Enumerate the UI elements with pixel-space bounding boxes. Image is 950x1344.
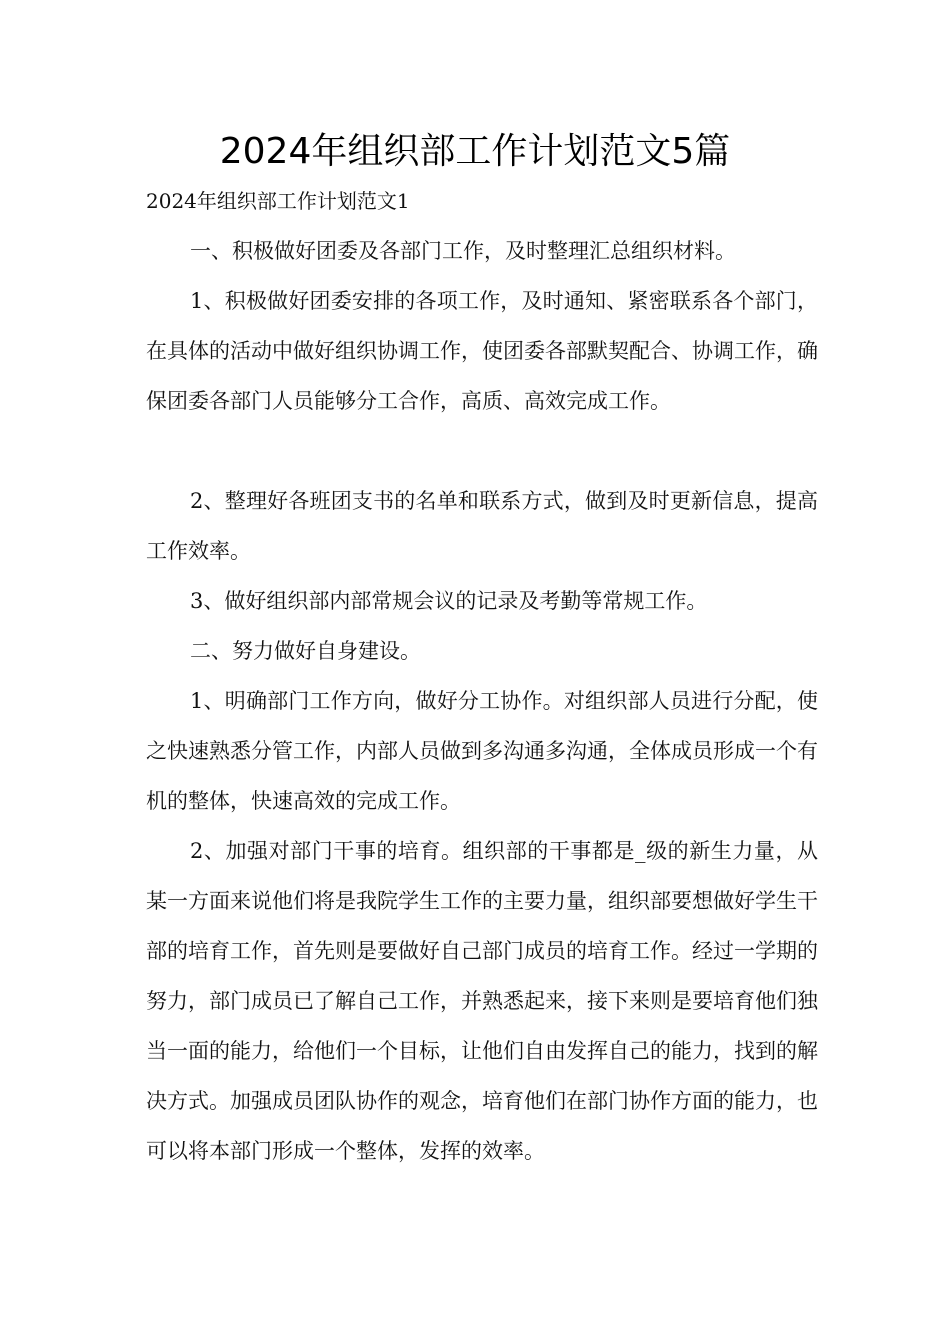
paragraph-1-3: 3、做好组织部内部常规会议的记录及考勤等常规工作。 — [190, 589, 708, 613]
paragraph-2-1: 1、明确部门工作方向，做好分工协作。对组织部人员进行分配，使之快速熟悉分管工作，内部人员做到多沟通多沟通，全体成员形成一个有机的整体，快速高效的完成工作。 — [146, 689, 818, 813]
paragraph-2-2: 2、加强对部门干事的培育。组织部的干事都是_级的新生力量，从某一方面来说他们将是我院学生工作的主要力量，组织部要想做好学生干部的培育工作，首先则是要做好自己部门成员的培育工作。经过一学期的努力，部门成员已了解自己工作，并熟悉起来，接下来则是要培育他们独当一面的能力，给他们一个目标，让他们自由发挥自己的能力，找到的解决方式。加强成员团队协作的观念，培育他们在部门协作方面的能力，也可以将本部门形成一个整体，发挥的效率。 — [146, 839, 818, 1163]
section-heading-2: 二、努力做好自身建设。 — [190, 639, 421, 663]
document-subtitle: 2024年组织部工作计划范文1 — [146, 189, 410, 213]
document-title: 2024年组织部工作计划范文5篇 — [219, 131, 731, 172]
paragraph-1-1: 1、积极做好团委安排的各项工作，及时通知、紧密联系各个部门，在具体的活动中做好组织协调工作，使团委各部默契配合、协调工作，确保团委各部门人员能够分工合作，高质、高效完成工作。 — [146, 289, 818, 413]
paragraph-1-2: 2、整理好各班团支书的名单和联系方式，做到及时更新信息，提高工作效率。 — [146, 489, 818, 563]
section-heading-1: 一、积极做好团委及各部门工作，及时整理汇总组织材料。 — [190, 239, 736, 263]
